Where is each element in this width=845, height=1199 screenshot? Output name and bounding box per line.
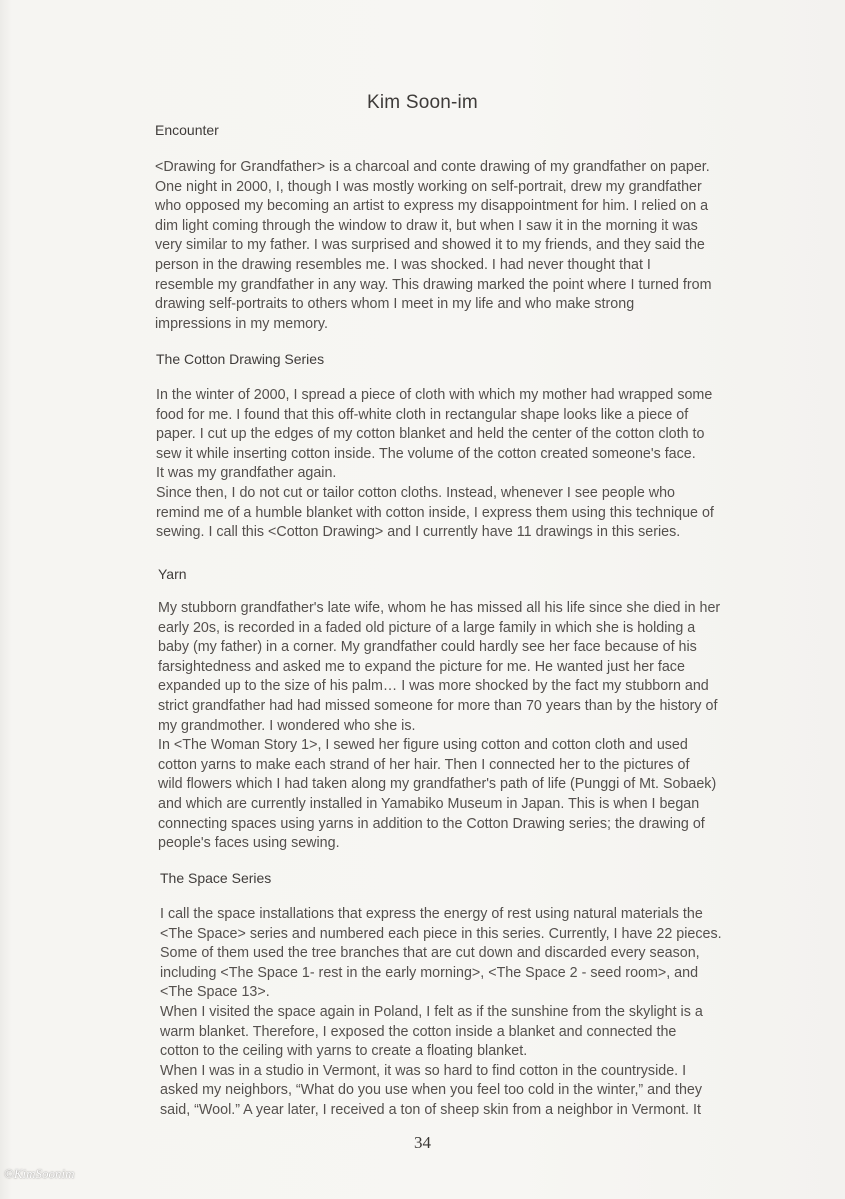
text-line: It was my grandfather again. [156,465,337,482]
text-line: farsightedness and asked me to expand the picture for me. He wanted just her face [158,658,685,675]
text-line: One night in 2000, I, though I was mostly working on self-portrait, drew my grandfather [155,178,702,195]
text-line: connecting spaces using yarns in addition to the Cotton Drawing series; the drawing of [158,815,705,832]
section-heading-yarn: Yarn [158,566,187,582]
text-line: cotton to the ceiling with yarns to create a floating blanket. [160,1043,528,1060]
text-line: asked my neighbors, “What do you use when you feel too cold in the winter,” and they [160,1082,703,1099]
text-line: people's faces using sewing. [158,835,340,852]
text-line: cotton yarns to make each strand of her hair. Then I connected her to the pictures of [158,756,690,773]
section-body-cotton-drawing [156,386,772,543]
text-line: early 20s, is recorded in a faded old picture of a large family in which she is holding a [158,619,696,636]
text-line: drawing self-portraits to others whom I meet in my life and who make strong [155,296,635,313]
text-line: baby (my father) in a corner. My grandfather could hardly see her face because of his [158,639,697,656]
text-line: Some of them used the tree branches that are cut down and discarded every season, [160,945,700,962]
text-line: In <The Woman Story 1>, I sewed her figure using cotton and cotton cloth and used [158,737,688,754]
text-line: When I was in a studio in Vermont, it was so hard to find cotton in the countryside. I [160,1062,687,1079]
text-line: including <The Space 1- rest in the early morning>, <The Space 2 - seed room>, and [160,964,699,981]
copyright-watermark: ©KimSoonim [4,1166,75,1181]
text-line: sew it while inserting cotton inside. The volume of the cotton created someone's face. [156,445,696,462]
text-line: Since then, I do not cut or tailor cotton cloths. Instead, whenever I see people who [156,484,675,501]
text-line: When I visited the space again in Poland, I felt as if the sunshine from the skylight is a [160,1003,703,1020]
text-line: In the winter of 2000, I spread a piece of cloth with which my mother had wrapped some [156,387,713,403]
section-body-space-series [160,905,776,1121]
text-line: <The Space> series and numbered each piece in this series. Currently, I have 22 pieces. [160,925,722,942]
text-line: wild flowers which I had taken along my grandfather's path of life (Punggi of Mt. Sobaek) [158,776,717,793]
text-line: <The Space 13>. [160,984,270,1001]
page-title: Kim Soon-im [367,92,478,113]
section-body-yarn [158,599,774,854]
section-heading-cotton-drawing: The Cotton Drawing Series [156,351,325,367]
text-line: warm blanket. Therefore, I exposed the cotton inside a blanket and connected the [160,1023,677,1040]
text-line: said, “Wool.” A year later, I received a ton of sheep skin from a neighbor in Vermont. It [160,1101,701,1118]
text-line: resemble my grandfather in any way. This drawing marked the point where I turned from [155,276,712,293]
section-heading-encounter: Encounter [155,122,219,138]
section-body-encounter [155,158,770,334]
text-line: impressions in my memory. [155,315,328,332]
text-line: dim light coming through the window to draw it, but when I saw it in the morning it was [155,217,698,234]
text-line: strict grandfather had had missed someone for more than 70 years than by the history of [158,697,718,714]
text-line: very similar to my father. I was surprised and showed it to my friends, and they said the [155,237,705,254]
section-heading-space-series: The Space Series [160,870,272,886]
page-number: 34 [414,1133,431,1152]
text-line: who opposed my becoming an artist to express my disappointment for him. I relied on a [155,198,709,215]
text-line: sewing. I call this <Cotton Drawing> and I currently have 11 drawings in this series. [156,524,681,541]
text-line: and which are currently installed in Yamabiko Museum in Japan. This is when I began [158,795,700,812]
text-line: food for me. I found that this off-white cloth in rectangular shape looks like a piece of [156,406,689,423]
text-line: <Drawing for Grandfather> is a charcoal and conte drawing of my grandfather on paper. [155,159,710,175]
text-line: my grandmother. I wondered who she is. [158,717,416,734]
text-line: I call the space installations that express the energy of rest using natural materials the [160,906,703,922]
text-line: person in the drawing resembles me. I was shocked. I had never thought that I [155,256,651,273]
text-line: remind me of a humble blanket with cotton inside, I express them using this technique of [156,504,714,521]
text-line: My stubborn grandfather's late wife, whom he has missed all his life since she died in her [158,600,721,616]
text-line: expanded up to the size of his palm… I was more shocked by the fact my stubborn and [158,678,709,695]
text-line: paper. I cut up the edges of my cotton blanket and held the center of the cotton cloth to [156,426,705,443]
